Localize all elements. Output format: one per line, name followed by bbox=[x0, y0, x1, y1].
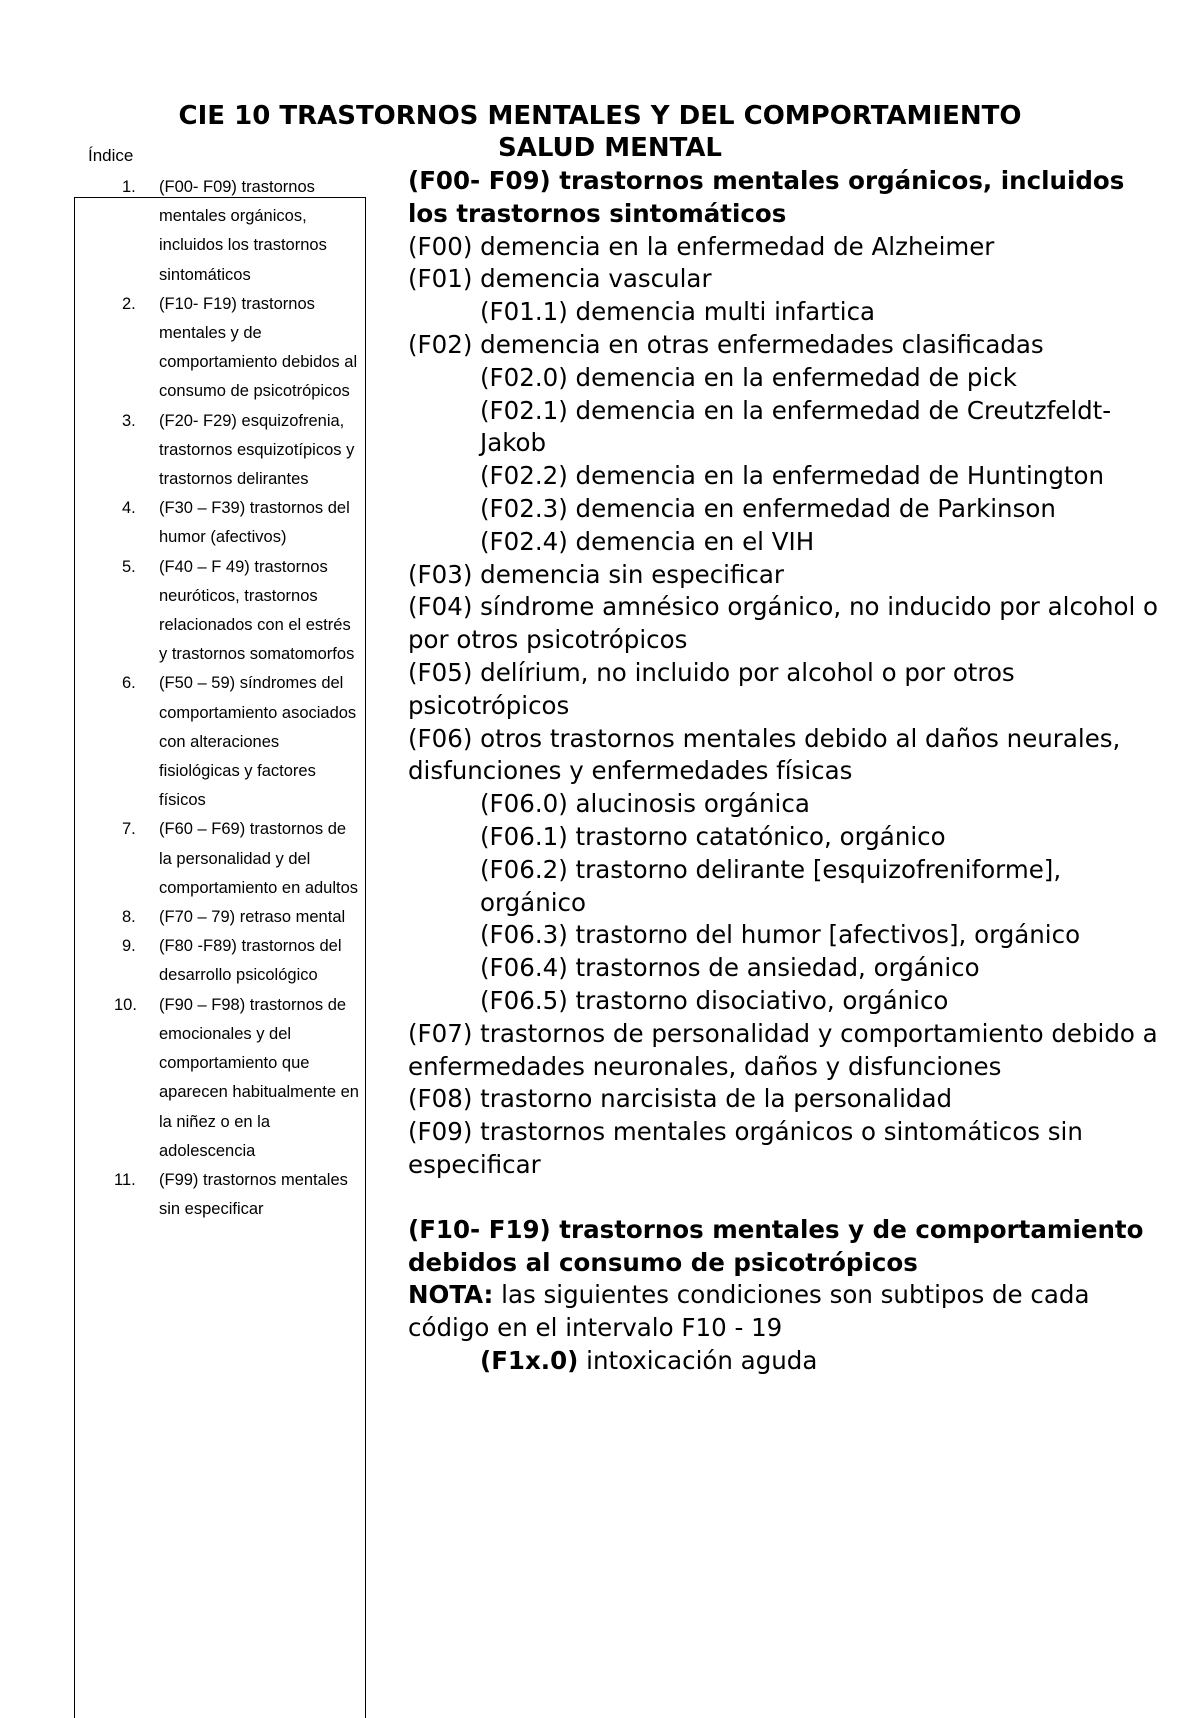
index-item-number: 10. bbox=[114, 995, 137, 1014]
code-entry: (F09) trastornos mentales orgánicos o sintomáticos sin especificar bbox=[408, 1117, 1083, 1179]
index-item[interactable] bbox=[100, 991, 360, 1166]
index-item[interactable] bbox=[100, 932, 360, 990]
index-item[interactable] bbox=[100, 669, 360, 815]
note-label: NOTA: bbox=[408, 1280, 494, 1310]
index-label: Índice bbox=[88, 146, 134, 165]
document-title: CIE 10 TRASTORNOS MENTALES Y DEL COMPORTAMIENTO bbox=[178, 101, 1022, 131]
code-entry: (F04) síndrome amnésico orgánico, no inducido por alcohol o por otros psicotrópicos bbox=[408, 592, 1159, 655]
index-item-number: 3. bbox=[122, 411, 136, 430]
code-entry: (F05) delírium, no incluido por alcohol o por otros psicotrópicos bbox=[408, 657, 1015, 720]
index-item-text: (F40 – F 49) trastornos neuróticos, trastornos relacionados con el estrés y trastornos somatomorfos bbox=[159, 557, 355, 664]
index-item-number: 8. bbox=[122, 908, 136, 927]
index-item[interactable] bbox=[100, 903, 360, 932]
code-subentry: (F02.0) demencia en la enfermedad de pick bbox=[480, 362, 1017, 392]
index-item[interactable] bbox=[100, 815, 360, 903]
code-entry: (F06) otros trastornos mentales debido al daños neurales, disfunciones y enfermedades físicas bbox=[408, 723, 1121, 786]
index-item[interactable] bbox=[100, 494, 360, 552]
index-item[interactable] bbox=[100, 553, 360, 670]
code-subentry: (F02.2) demencia en la enfermedad de Huntington bbox=[480, 461, 1105, 491]
section-heading: (F10- F19) trastornos mentales y de comportamiento debidos al consumo de psicotrópicos bbox=[408, 1214, 1144, 1277]
index-item-number: 5. bbox=[122, 557, 136, 576]
index-item-text: (F30 – F39) trastornos del humor (afectivos) bbox=[159, 499, 350, 547]
code-subentry: (F01.1) demencia multi infartica bbox=[480, 297, 876, 327]
index-item-number: 4. bbox=[122, 499, 136, 518]
index-item-number: 1. bbox=[122, 178, 136, 196]
index-item-text: (F80 -F89) trastornos del desarrollo psicológico bbox=[159, 937, 342, 985]
code-subentry: (F06.0) alucinosis orgánica bbox=[480, 789, 810, 819]
code-entry: (F08) trastorno narcisista de la personalidad bbox=[408, 1084, 953, 1114]
code-subentry: (F06.3) trastorno del humor [afectivos], orgánico bbox=[480, 920, 1081, 950]
index-item[interactable] bbox=[100, 173, 360, 290]
code-entry: (F07) trastornos de personalidad y comportamiento debido a enfermedades neuronales, daños y disfunciones bbox=[408, 1018, 1158, 1081]
index-item-text: (F10- F19) trastornos mentales y de comportamiento debidos al consumo de psicotrópicos bbox=[159, 294, 358, 401]
code-entry: (F03) demencia sin especificar bbox=[408, 559, 784, 589]
index-item-text: (F20- F29) esquizofrenia, trastornos esquizotípicos y trastornos delirantes bbox=[159, 411, 355, 489]
index-item[interactable] bbox=[100, 1166, 360, 1224]
note bbox=[408, 1279, 1168, 1345]
index-item[interactable] bbox=[100, 290, 360, 407]
section-heading: (F00- F09) trastornos mentales orgánicos, incluidos los trastornos sintomáticos bbox=[408, 166, 1125, 228]
code-label: (F1x.0) bbox=[480, 1345, 579, 1375]
index-item-number: 6. bbox=[122, 674, 136, 693]
code-subentry: (F06.1) trastorno catatónico, orgánico bbox=[480, 821, 946, 851]
note-text: las siguientes condiciones son subtipos de cada código en el intervalo F10 - 19 bbox=[408, 1280, 1090, 1343]
code-description: intoxicación aguda bbox=[578, 1345, 818, 1375]
document-subtitle: SALUD MENTAL bbox=[497, 133, 723, 163]
index-item[interactable] bbox=[100, 407, 360, 495]
code-subentry bbox=[408, 1345, 1168, 1378]
code-subentry: (F02.3) demencia en enfermedad de Parkinson bbox=[480, 493, 1056, 523]
index-item-number: 7. bbox=[122, 820, 136, 839]
index-item-text: (F70 – 79) retraso mental bbox=[159, 908, 346, 927]
index-item-text: (F00- F09) trastornos mentales orgánicos, incluidos los trastornos sintomáticos bbox=[159, 178, 327, 284]
code-subentry: (F02.1) demencia en la enfermedad de Creutzfeldt-Jakob bbox=[480, 395, 1112, 458]
index-list bbox=[100, 173, 360, 1224]
code-entry: (F01) demencia vascular bbox=[408, 264, 712, 294]
code-entry: (F02) demencia en otras enfermedades clasificadas bbox=[408, 329, 1044, 359]
index-item-text: (F50 – 59) síndromes del comportamiento asociados con alteraciones fisiológicas y factores físicos bbox=[159, 674, 357, 810]
index-item-number: 11. bbox=[114, 1170, 136, 1189]
code-subentry: (F06.5) trastorno disociativo, orgánico bbox=[480, 985, 949, 1015]
main-content bbox=[408, 165, 1168, 1378]
index-item-text: (F60 – F69) trastornos de la personalidad y del comportamiento en adultos bbox=[159, 820, 359, 897]
code-subentry: (F06.2) trastorno delirante [esquizofreniforme], orgánico bbox=[480, 854, 1062, 917]
code-subentry: (F06.4) trastornos de ansiedad, orgánico bbox=[480, 953, 980, 983]
index-item-number: 9. bbox=[122, 937, 136, 956]
index-item-text: (F90 – F98) trastornos de emocionales y del comportamiento que aparecen habitualmente en la niñez o en la adolescencia bbox=[159, 995, 359, 1160]
code-entry: (F00) demencia en la enfermedad de Alzheimer bbox=[408, 231, 995, 261]
index-item-number: 2. bbox=[122, 294, 136, 313]
index-item-text: (F99) trastornos mentales sin especificar bbox=[159, 1170, 348, 1219]
code-subentry: (F02.4) demencia en el VIH bbox=[480, 526, 815, 556]
